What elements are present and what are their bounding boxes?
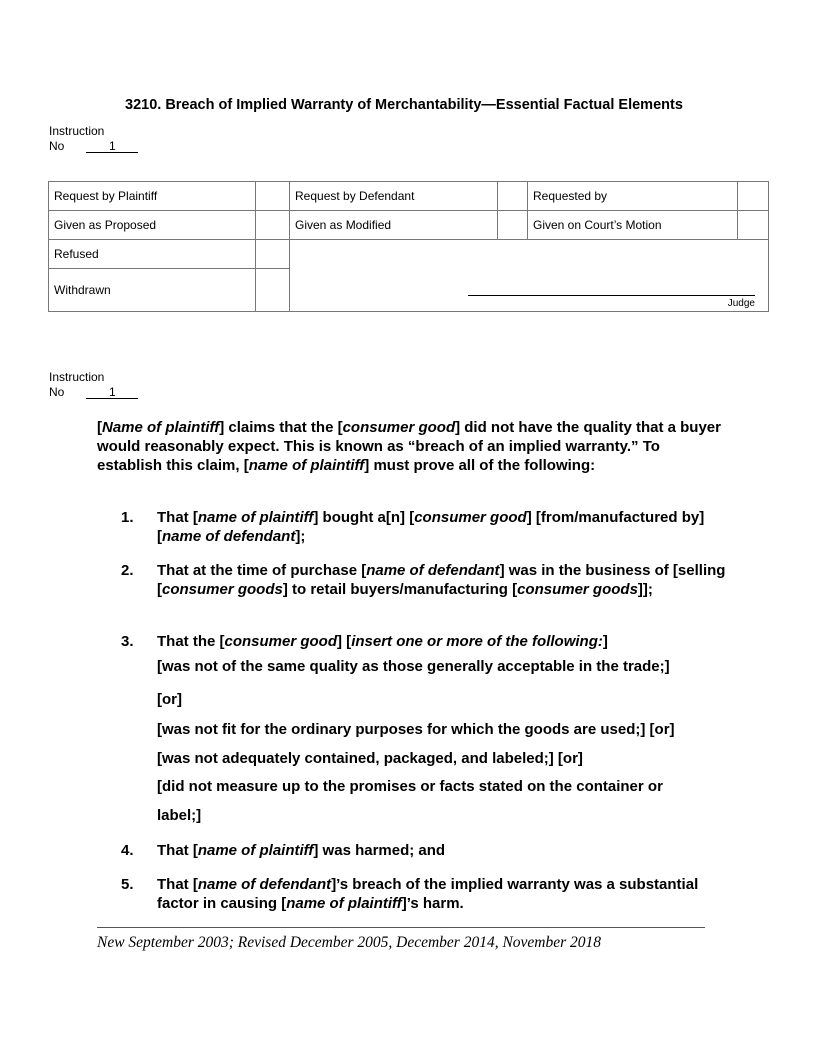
item3-option-or: [or] bbox=[157, 691, 182, 708]
text-segment: ] [ bbox=[337, 633, 352, 650]
text-segment: ] to retail buyers/manufacturing [ bbox=[282, 581, 518, 598]
placeholder-text: name of defendant bbox=[197, 876, 332, 893]
request-by-defendant-label: Request by Defendant bbox=[290, 182, 498, 211]
placeholder-text: name of defendant bbox=[366, 562, 500, 579]
item3-option-1: [was not of the same quality as those generally acceptable in the trade;] bbox=[157, 658, 670, 675]
judge-signature-area bbox=[290, 240, 769, 312]
text-segment: ]’s breach of the implied warranty was a substantial factor in causing [ bbox=[157, 876, 699, 912]
intro-paragraph bbox=[97, 418, 722, 475]
request-status-table bbox=[48, 181, 769, 312]
placeholder-text: consumer goods bbox=[162, 581, 283, 598]
text-segment: ] [from/manufactured by] [ bbox=[157, 509, 705, 545]
request-by-defendant-box[interactable] bbox=[498, 182, 528, 211]
text-segment: That [ bbox=[157, 509, 198, 526]
instruction-number: 1 bbox=[86, 140, 138, 153]
item-text bbox=[157, 508, 727, 546]
item-number: 1. bbox=[121, 509, 134, 526]
item-text bbox=[157, 561, 727, 599]
item3-option-2: [was not fit for the ordinary purposes for which the goods are used;] [or] bbox=[157, 721, 675, 738]
item-text bbox=[157, 875, 727, 913]
placeholder-text: name of plaintiff bbox=[197, 842, 314, 859]
text-segment: ] claims that the [ bbox=[219, 419, 343, 436]
placeholder-text: consumer good bbox=[224, 633, 338, 650]
requested-by-label: Requested by bbox=[528, 182, 738, 211]
refused-box[interactable] bbox=[256, 240, 290, 269]
footer-divider bbox=[97, 927, 705, 928]
item-number: 2. bbox=[121, 562, 134, 579]
text-segment: ] did not have the quality that a buyer would reasonably expect. This is known as “breach of an implied warranty.” To establish this claim, [ bbox=[97, 419, 721, 474]
placeholder-text: insert one or more of the following: bbox=[351, 633, 603, 650]
request-by-plaintiff-label: Request by Plaintiff bbox=[49, 182, 256, 211]
text-segment: ] must prove all of the following: bbox=[364, 457, 596, 474]
given-on-courts-motion-label: Given on Court’s Motion bbox=[528, 211, 738, 240]
refused-label: Refused bbox=[49, 240, 256, 269]
text-segment: ]; bbox=[295, 528, 306, 545]
given-as-modified-box[interactable] bbox=[498, 211, 528, 240]
placeholder-text: consumer goods bbox=[517, 581, 638, 598]
text-segment: That [ bbox=[157, 876, 198, 893]
request-by-plaintiff-box[interactable] bbox=[256, 182, 290, 211]
given-on-courts-motion-box[interactable] bbox=[738, 211, 769, 240]
withdrawn-box[interactable] bbox=[256, 269, 290, 312]
placeholder-text: name of plaintiff bbox=[286, 895, 402, 912]
item-text bbox=[157, 632, 727, 651]
placeholder-text: consumer good bbox=[414, 509, 527, 526]
instruction-number: 1 bbox=[86, 386, 138, 399]
given-as-proposed-box[interactable] bbox=[256, 211, 290, 240]
no-label: No bbox=[49, 139, 65, 153]
text-segment: ] was in the business of [selling [ bbox=[157, 562, 726, 598]
item-number: 4. bbox=[121, 842, 134, 859]
text-segment: ] bought a[n] [ bbox=[313, 509, 415, 526]
text-segment: ] bbox=[602, 633, 608, 650]
requested-by-box[interactable] bbox=[738, 182, 769, 211]
instruction-label: Instruction bbox=[49, 124, 105, 138]
page-title: 3210. Breach of Implied Warranty of Merchantability—Essential Factual Elements bbox=[125, 97, 683, 113]
no-label: No bbox=[49, 385, 65, 399]
item3-option-3: [was not adequately contained, packaged, and labeled;] [or] bbox=[157, 750, 583, 767]
instruction-number-block-2 bbox=[49, 370, 138, 400]
item-number: 5. bbox=[121, 876, 134, 893]
text-segment: [ bbox=[97, 419, 102, 436]
placeholder-text: name of plaintiff bbox=[197, 509, 314, 526]
item3-option-4-cont: label;] bbox=[157, 807, 202, 824]
judge-signature-line[interactable] bbox=[468, 295, 755, 296]
given-as-proposed-label: Given as Proposed bbox=[49, 211, 256, 240]
instruction-number-block bbox=[49, 124, 138, 154]
text-segment: ]]; bbox=[637, 581, 653, 598]
item-number: 3. bbox=[121, 633, 134, 650]
withdrawn-label: Withdrawn bbox=[49, 269, 256, 312]
given-as-modified-label: Given as Modified bbox=[290, 211, 498, 240]
text-segment: That the [ bbox=[157, 633, 225, 650]
text-segment: ]’s harm. bbox=[401, 895, 464, 912]
placeholder-text: consumer good bbox=[342, 419, 456, 436]
placeholder-text: Name of plaintiff bbox=[102, 419, 220, 436]
placeholder-text: name of defendant bbox=[162, 528, 296, 545]
text-segment: That at the time of purchase [ bbox=[157, 562, 367, 579]
judge-label: Judge bbox=[727, 298, 755, 309]
item3-option-4: [did not measure up to the promises or facts stated on the container or bbox=[157, 778, 663, 795]
revision-history: New September 2003; Revised December 2005, December 2014, November 2018 bbox=[97, 934, 602, 951]
instruction-label: Instruction bbox=[49, 370, 105, 384]
placeholder-text: name of plaintiff bbox=[248, 457, 365, 474]
text-segment: ] was harmed; and bbox=[313, 842, 446, 859]
text-segment: That [ bbox=[157, 842, 198, 859]
item-text bbox=[157, 841, 727, 860]
